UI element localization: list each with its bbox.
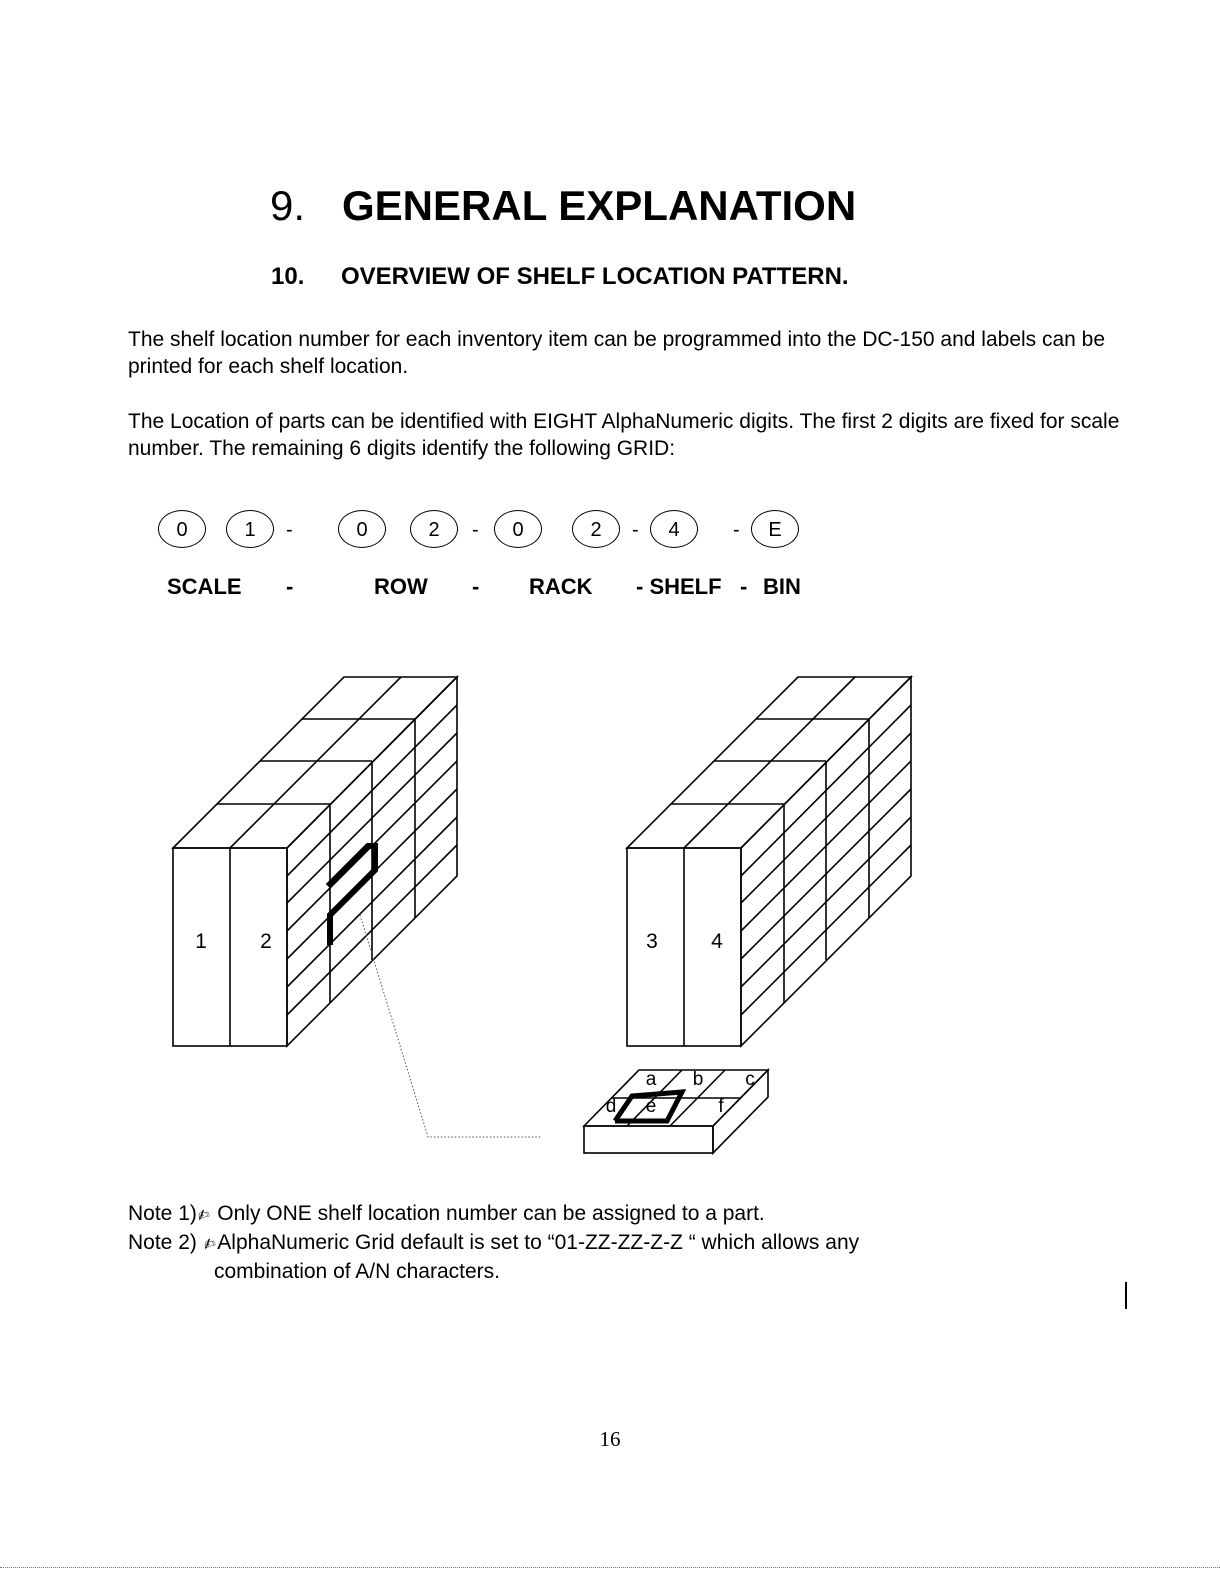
note-text: AlphaNumeric Grid default is set to “01-ZZ-ZZ-Z-Z “ which allows any xyxy=(217,1231,860,1254)
section-title: GENERAL EXPLANATION xyxy=(342,182,857,229)
segment-label-dash: - xyxy=(740,574,748,599)
bin-label: f xyxy=(718,1096,724,1117)
subsection-number: 10. xyxy=(271,263,305,290)
code-separator: - xyxy=(472,519,479,541)
grid-paragraph: The Location of parts can be identified with EIGHT AlphaNumeric digits. The first 2 digits are fixed for scale number. The remaining 6 digits identify the following GRID: xyxy=(128,410,1120,460)
rack-label: 4 xyxy=(711,930,723,953)
bin-label: a xyxy=(645,1069,657,1090)
note-label: Note 2) xyxy=(128,1231,197,1254)
code-digit: 0 xyxy=(338,510,386,548)
code-digit: 0 xyxy=(494,510,542,548)
segment-label-row: ROW xyxy=(374,574,428,599)
code-separator: - xyxy=(632,519,639,541)
bin-label: b xyxy=(692,1069,704,1090)
rack-unit-left xyxy=(173,677,457,1046)
notes xyxy=(128,1200,859,1286)
note-text: Only ONE shelf location number can be assigned to a part. xyxy=(217,1202,765,1225)
segment-label-shelf: - SHELF xyxy=(636,574,722,599)
rack-label: 3 xyxy=(646,930,658,953)
revision-change-bar xyxy=(1125,1282,1127,1309)
code-digit: 2 xyxy=(410,510,458,548)
rack-label: 1 xyxy=(195,930,207,953)
segment-label-bin: BIN xyxy=(763,574,801,599)
note-label: Note 1) xyxy=(128,1202,197,1225)
segment-label-rack: RACK xyxy=(529,574,593,599)
page-number: 16 xyxy=(599,1427,621,1451)
note-2-continuation: combination of A/N characters. xyxy=(214,1260,500,1283)
code-digit: 4 xyxy=(650,510,698,548)
section-number: 9. xyxy=(270,182,306,229)
note-1 xyxy=(128,1200,859,1229)
segment-label-scale: SCALE xyxy=(167,574,242,599)
page-bottom-rule xyxy=(0,1567,1220,1568)
segment-label-dash: - xyxy=(286,574,294,599)
leader-line xyxy=(360,915,542,1137)
bin-label: d xyxy=(605,1096,617,1117)
segment-label-dash: - xyxy=(472,574,480,599)
bin-front-face xyxy=(584,1126,713,1153)
subsection-title: OVERVIEW OF SHELF LOCATION PATTERN. xyxy=(341,263,849,290)
bin-label: e xyxy=(645,1096,657,1117)
code-separator: - xyxy=(286,519,293,541)
rack-label: 2 xyxy=(260,930,272,953)
code-digit: 1 xyxy=(226,510,274,548)
note-2 xyxy=(128,1229,859,1258)
code-separator: - xyxy=(733,519,740,541)
code-digit: 2 xyxy=(572,510,620,548)
pencil-icon: ✍ xyxy=(194,1204,213,1226)
code-digit: 0 xyxy=(158,510,206,548)
rack-unit-right xyxy=(627,677,911,1046)
bin-label: c xyxy=(745,1069,755,1090)
intro-paragraph: The shelf location number for each inventory item can be programmed into the DC-150 and labels can be printed for each shelf location. xyxy=(128,328,1106,378)
pencil-icon: ✍ xyxy=(200,1233,218,1255)
highlighted-shelf-path xyxy=(330,846,375,942)
code-digit: E xyxy=(751,510,799,548)
